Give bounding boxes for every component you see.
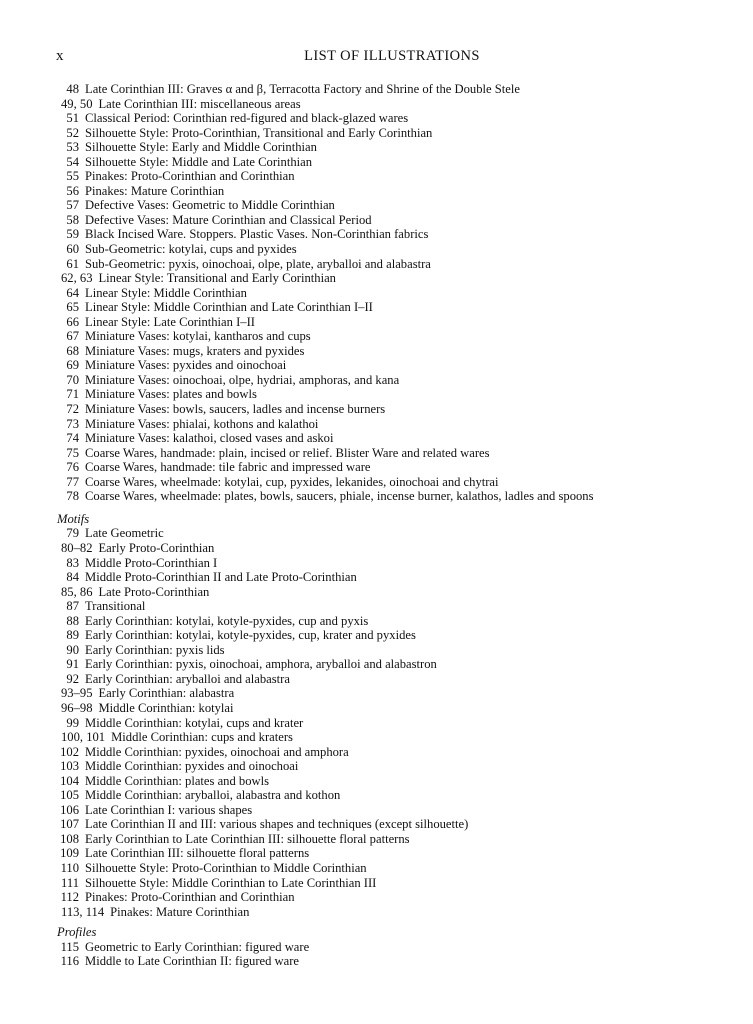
plate-title: Late Corinthian III: silhouette floral patterns	[85, 846, 310, 861]
list-item	[57, 329, 737, 344]
plate-title: Late Corinthian III: miscellaneous areas	[98, 96, 301, 111]
plate-number: 72	[66, 402, 79, 417]
plate-number: 83	[66, 555, 79, 570]
list-item	[57, 286, 737, 301]
list-item	[57, 184, 737, 199]
plate-title: Linear Style: Late Corinthian I–II	[85, 314, 255, 329]
plate-number: 49, 50	[61, 96, 93, 111]
page-number: x	[56, 48, 64, 64]
plate-number: 115	[60, 939, 79, 954]
plate-number: 73	[66, 416, 79, 431]
list-item	[57, 213, 737, 228]
plate-title: Silhouette Style: Middle and Late Corinthian	[85, 154, 313, 169]
plate-title: Pinakes: Proto-Corinthian and Corinthian	[85, 890, 295, 905]
illustrations-list	[57, 82, 737, 969]
plate-number: 67	[66, 329, 79, 344]
plate-title: Early Corinthian: kotylai, kotyle-pyxides, cup, krater and pyxides	[85, 628, 416, 643]
list-item	[57, 643, 737, 658]
plate-title: Silhouette Style: Proto-Corinthian to Middle Corinthian	[85, 860, 367, 875]
plate-number: 53	[66, 140, 79, 155]
plate-number: 90	[66, 642, 79, 657]
plate-title: Late Proto-Corinthian	[98, 584, 210, 599]
plate-title: Transitional	[85, 599, 146, 614]
plate-title: Pinakes: Proto-Corinthian and Corinthian	[85, 169, 295, 184]
plate-title: Early Corinthian: pyxis, oinochoai, amphora, aryballoi and alabastron	[85, 657, 437, 672]
plate-title: Linear Style: Middle Corinthian and Late Corinthian I–II	[85, 300, 373, 315]
list-item	[57, 417, 737, 432]
plate-title: Miniature Vases: oinochoai, olpe, hydriai, amphoras, and kana	[85, 372, 400, 387]
list-item	[57, 489, 737, 504]
plate-title: Middle Corinthian: plates and bowls	[85, 773, 269, 788]
plate-number: 79	[66, 526, 79, 541]
plate-number: 60	[66, 242, 79, 257]
plate-title: Middle Corinthian: pyxides, oinochoai and amphora	[85, 744, 349, 759]
plate-title: Linear Style: Middle Corinthian	[85, 285, 247, 300]
list-item	[57, 890, 737, 905]
plate-number: 100, 101	[61, 730, 106, 745]
list-item	[57, 954, 737, 969]
plate-number: 55	[66, 169, 79, 184]
list-item	[57, 788, 737, 803]
plate-number: 93–95	[61, 686, 93, 701]
list-item	[57, 846, 737, 861]
list-item	[57, 657, 737, 672]
plate-title: Geometric to Early Corinthian: figured ware	[85, 939, 310, 954]
plate-number: 59	[66, 227, 79, 242]
list-item	[57, 227, 737, 242]
list-item	[57, 861, 737, 876]
list-item	[57, 832, 737, 847]
plate-title: Miniature Vases: pyxides and oinochoai	[85, 358, 287, 373]
list-item	[57, 358, 737, 373]
list-item	[57, 169, 737, 184]
list-item	[57, 570, 737, 585]
plate-number: 51	[66, 111, 79, 126]
running-head: LIST OF ILLUSTRATIONS	[304, 48, 480, 64]
list-item	[57, 242, 737, 257]
profiles-list	[57, 940, 737, 969]
plate-title: Early Corinthian: alabastra	[98, 686, 235, 701]
plate-number: 87	[66, 599, 79, 614]
plate-title: Silhouette Style: Middle Corinthian to Late Corinthian III	[85, 875, 377, 890]
plate-number: 77	[66, 474, 79, 489]
list-item	[57, 701, 737, 716]
list-item	[57, 541, 737, 556]
list-item	[57, 82, 737, 97]
plate-number: 71	[66, 387, 79, 402]
plate-title: Coarse Wares, handmade: tile fabric and impressed ware	[85, 460, 371, 475]
list-item	[57, 344, 737, 359]
plate-title: Middle to Late Corinthian II: figured ware	[85, 954, 300, 969]
plate-title: Late Corinthian I: various shapes	[85, 802, 253, 817]
plate-title: Classical Period: Corinthian red-figured and black-glazed wares	[85, 111, 409, 126]
plate-number: 56	[66, 183, 79, 198]
list-item	[57, 817, 737, 832]
list-item	[57, 876, 737, 891]
list-item	[57, 373, 737, 388]
plate-number: 62, 63	[61, 271, 93, 286]
list-item	[57, 315, 737, 330]
plate-number: 69	[66, 358, 79, 373]
list-item	[57, 300, 737, 315]
plate-title: Middle Proto-Corinthian I	[85, 555, 218, 570]
plate-title: Coarse Wares, wheelmade: plates, bowls, saucers, phiale, incense burner, kalathos, ladles and spoons	[85, 489, 594, 504]
list-item	[57, 628, 737, 643]
list-item	[57, 556, 737, 571]
plate-number: 102	[60, 744, 79, 759]
list-item	[57, 905, 737, 920]
plate-number: 75	[66, 445, 79, 460]
plate-number: 57	[66, 198, 79, 213]
list-item	[57, 774, 737, 789]
plate-number: 92	[66, 671, 79, 686]
plate-number: 103	[60, 759, 79, 774]
list-item	[57, 803, 737, 818]
list-item	[57, 940, 737, 955]
plate-title: Silhouette Style: Early and Middle Corinthian	[85, 140, 317, 155]
plate-title: Middle Corinthian: cups and kraters	[111, 730, 293, 745]
plate-number: 88	[66, 613, 79, 628]
plate-number: 112	[60, 890, 79, 905]
plate-number: 108	[60, 831, 79, 846]
plate-title: Coarse Wares, wheelmade: kotylai, cup, pyxides, lekanides, oinochoai and chytrai	[85, 474, 499, 489]
plate-title: Middle Corinthian: pyxides and oinochoai	[85, 759, 299, 774]
list-item	[57, 730, 737, 745]
list-item	[57, 759, 737, 774]
plate-number: 91	[66, 657, 79, 672]
plate-title: Pinakes: Mature Corinthian	[110, 904, 250, 919]
plate-number: 99	[66, 715, 79, 730]
plate-title: Silhouette Style: Proto-Corinthian, Transitional and Early Corinthian	[85, 125, 433, 140]
plate-title: Black Incised Ware. Stoppers. Plastic Vases. Non-Corinthian fabrics	[85, 227, 429, 242]
list-item	[57, 111, 737, 126]
plate-number: 113, 114	[61, 904, 105, 919]
plate-title: Sub-Geometric: kotylai, cups and pyxides	[85, 242, 297, 257]
plate-title: Miniature Vases: bowls, saucers, ladles and incense burners	[85, 402, 386, 417]
plate-title: Late Geometric	[85, 526, 164, 541]
list-item	[57, 257, 737, 272]
plate-number: 80–82	[61, 540, 93, 555]
plate-number: 76	[66, 460, 79, 475]
list-item	[57, 431, 737, 446]
plate-number: 104	[60, 773, 79, 788]
list-item	[57, 402, 737, 417]
list-item	[57, 155, 737, 170]
profiles-heading: Profiles	[57, 925, 97, 940]
page-header	[56, 48, 728, 68]
list-item	[57, 460, 737, 475]
plate-title: Miniature Vases: kalathoi, closed vases and askoi	[85, 431, 334, 446]
plate-title: Late Corinthian III: Graves α and β, Terracotta Factory and Shrine of the Double Stele	[85, 82, 520, 96]
plate-title: Early Proto-Corinthian	[98, 540, 215, 555]
plate-title: Sub-Geometric: pyxis, oinochoai, olpe, plate, aryballoi and alabastra	[85, 256, 431, 271]
plate-title: Miniature Vases: kotylai, kantharos and cups	[85, 329, 311, 344]
list-item	[57, 599, 737, 614]
plate-number: 116	[60, 954, 79, 969]
plate-number: 107	[60, 817, 79, 832]
plate-number: 48	[66, 82, 79, 96]
list-item	[57, 614, 737, 629]
plate-title: Early Corinthian: kotylai, kotyle-pyxides, cup and pyxis	[85, 613, 369, 628]
list-item	[57, 672, 737, 687]
motifs-list	[57, 526, 737, 919]
plate-number: 78	[66, 489, 79, 504]
list-item	[57, 475, 737, 490]
plate-number: 68	[66, 343, 79, 358]
plate-number: 74	[66, 431, 79, 446]
list-item	[57, 585, 737, 600]
plate-title: Early Corinthian: pyxis lids	[85, 642, 225, 657]
plate-number: 110	[60, 860, 79, 875]
plate-title: Miniature Vases: mugs, kraters and pyxides	[85, 343, 305, 358]
plate-title: Late Corinthian II and III: various shapes and techniques (except silhouette)	[85, 817, 469, 832]
plate-title: Linear Style: Transitional and Early Corinthian	[98, 271, 336, 286]
plate-number: 109	[60, 846, 79, 861]
plate-title: Early Corinthian to Late Corinthian III: silhouette floral patterns	[85, 831, 410, 846]
list-item	[57, 745, 737, 760]
plate-number: 105	[60, 788, 79, 803]
plate-title: Miniature Vases: plates and bowls	[85, 387, 257, 402]
list-item	[57, 716, 737, 731]
plate-title: Middle Corinthian: kotylai	[98, 700, 234, 715]
plate-title: Middle Corinthian: aryballoi, alabastra and kothon	[85, 788, 341, 803]
plate-title: Middle Corinthian: kotylai, cups and krater	[85, 715, 304, 730]
list-item	[57, 526, 737, 541]
plate-title: Miniature Vases: phialai, kothons and kalathoi	[85, 416, 319, 431]
plate-title: Middle Proto-Corinthian II and Late Proto-Corinthian	[85, 570, 357, 585]
plate-title: Pinakes: Mature Corinthian	[85, 183, 225, 198]
plate-title: Defective Vases: Mature Corinthian and Classical Period	[85, 212, 372, 227]
list-item	[57, 271, 737, 286]
plate-number: 96–98	[61, 700, 93, 715]
plate-number: 64	[66, 285, 79, 300]
plates-list	[57, 82, 737, 504]
plate-number: 65	[66, 300, 79, 315]
plate-number: 70	[66, 372, 79, 387]
plate-title: Early Corinthian: aryballoi and alabastra	[85, 671, 290, 686]
plate-number: 52	[66, 125, 79, 140]
list-item	[57, 126, 737, 141]
plate-number: 106	[60, 802, 79, 817]
plate-number: 61	[66, 256, 79, 271]
list-item	[57, 446, 737, 461]
plate-number: 84	[66, 570, 79, 585]
plate-number: 89	[66, 628, 79, 643]
list-item	[57, 198, 737, 213]
plate-number: 58	[66, 212, 79, 227]
plate-number: 111	[61, 875, 79, 890]
plate-number: 66	[66, 314, 79, 329]
list-item	[57, 387, 737, 402]
list-item	[57, 97, 737, 112]
plate-title: Coarse Wares, handmade: plain, incised or relief. Blister Ware and related wares	[85, 445, 490, 460]
plate-title: Defective Vases: Geometric to Middle Corinthian	[85, 198, 335, 213]
list-item	[57, 686, 737, 701]
motifs-heading: Motifs	[57, 511, 90, 526]
list-item	[57, 140, 737, 155]
plate-number: 85, 86	[61, 584, 93, 599]
plate-number: 54	[66, 154, 79, 169]
